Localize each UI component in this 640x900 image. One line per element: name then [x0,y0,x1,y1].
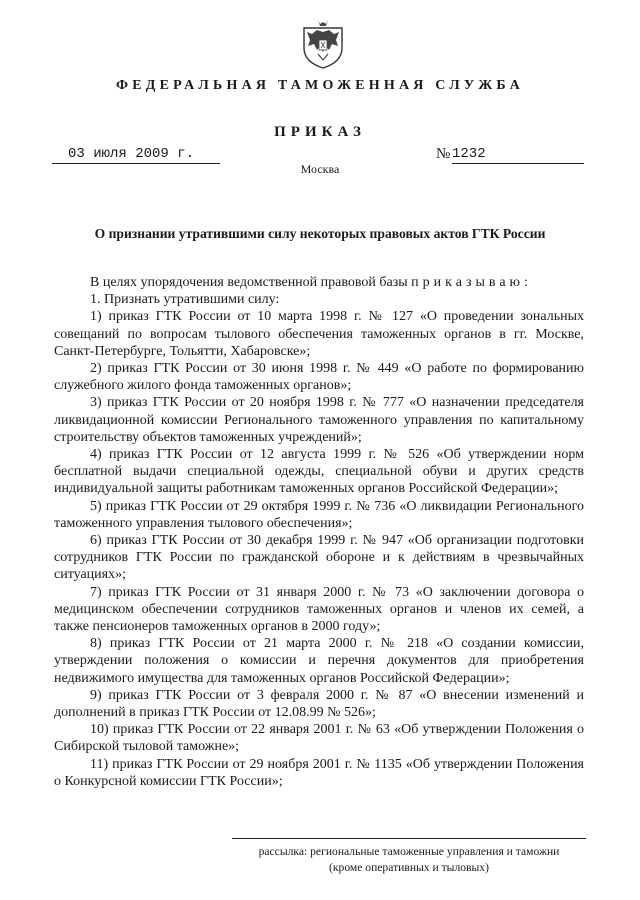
distribution-line: (кроме оперативных и тыловых) [329,861,489,874]
list-item: 1) приказ ГТК России от 10 марта 1998 г. № 127 «О проведении зональных совещаний по вопросам тылового обеспечения таможенных органов в гг. Москве, Санкт-Петербурге, Тольятти, Хабаровске»; [54,309,584,359]
clause-1: 1. Признать утратившими силу: [90,292,280,308]
list-item: 4) приказ ГТК России от 12 августа 1999 г. № 526 «Об утверждении норм бесплатной выдачи специальной одежды, специальной обуви и других средств индивидуальной защиты работникам таможенных органов Российской Федерации»; [54,447,584,497]
agency-name: ФЕДЕРАЛЬНАЯ ТАМОЖЕННАЯ СЛУЖБА [116,78,524,93]
city: Москва [300,162,340,176]
list-item: 9) приказ ГТК России от 3 февраля 2000 г. № 87 «О внесении изменений и дополнений в приказ ГТК России от 12.08.99 № 526»; [54,687,584,721]
list-item: 7) приказ ГТК России от 31 января 2000 г. № 73 «О заключении договора о медицинском обеспечении сотрудников таможенных органов и членов их семей, а также пенсионеров таможенных органов в 2000 году»; [54,584,584,635]
state-emblem-icon [300,14,346,70]
list-item: 6) приказ ГТК России от 30 декабря 1999 г. № 947 «Об организации подготовки сотрудников ГТК России по гражданской обороне и к действиям в чрезвычайных ситуациях»; [54,533,584,583]
list-item: 11) приказ ГТК России от 29 ноября 2001 г. № 1135 «Об утверждении Положения о Конкурсной комиссии ГТК России»; [54,756,584,789]
list-item: 5) приказ ГТК России от 29 октября 1999 г. № 736 «О ликвидации Регионального таможенного управления тылового обеспечения»; [54,498,584,531]
list-item: 3) приказ ГТК России от 20 ноября 1998 г. № 777 «О назначении председателя ликвидационной комиссии Регионального таможенного управления по капитальному строительству объектов таможенных учреждений»; [54,395,584,445]
intro-paragraph [54,274,584,291]
list-item: 8) приказ ГТК России от 21 марта 2000 г. № 218 «О создании комиссии, утверждении положения о комиссии и перечня документов для приобретения недвижимого имущества для таможенных органов Российской Федерации»; [54,636,584,686]
list-item: 2) приказ ГТК России от 30 июня 1998 г. № 449 «О работе по формированию служебного жилого фонда таможенных органов»; [54,361,584,394]
list-item: 10) приказ ГТК России от 22 января 2001 г. № 63 «Об утверждении Положения о Сибирской тыловой таможне»; [54,722,584,755]
distribution-line: рассылка: региональные таможенные управления и таможни [258,845,560,858]
intro-text: В целях упорядочения ведомственной правовой базы [90,275,408,290]
order-body [54,274,584,790]
order-title: О признании утратившими силу некоторых правовых актов ГТК России [94,226,546,241]
document-type: ПРИКАЗ [274,124,366,140]
intro-keyword: приказываю: [411,275,532,290]
order-number: 1232 [452,146,584,164]
number-sign: № [436,146,451,162]
divider [232,838,586,839]
order-date: 03 июля 2009 г. [52,146,220,164]
distribution-note [232,844,586,876]
